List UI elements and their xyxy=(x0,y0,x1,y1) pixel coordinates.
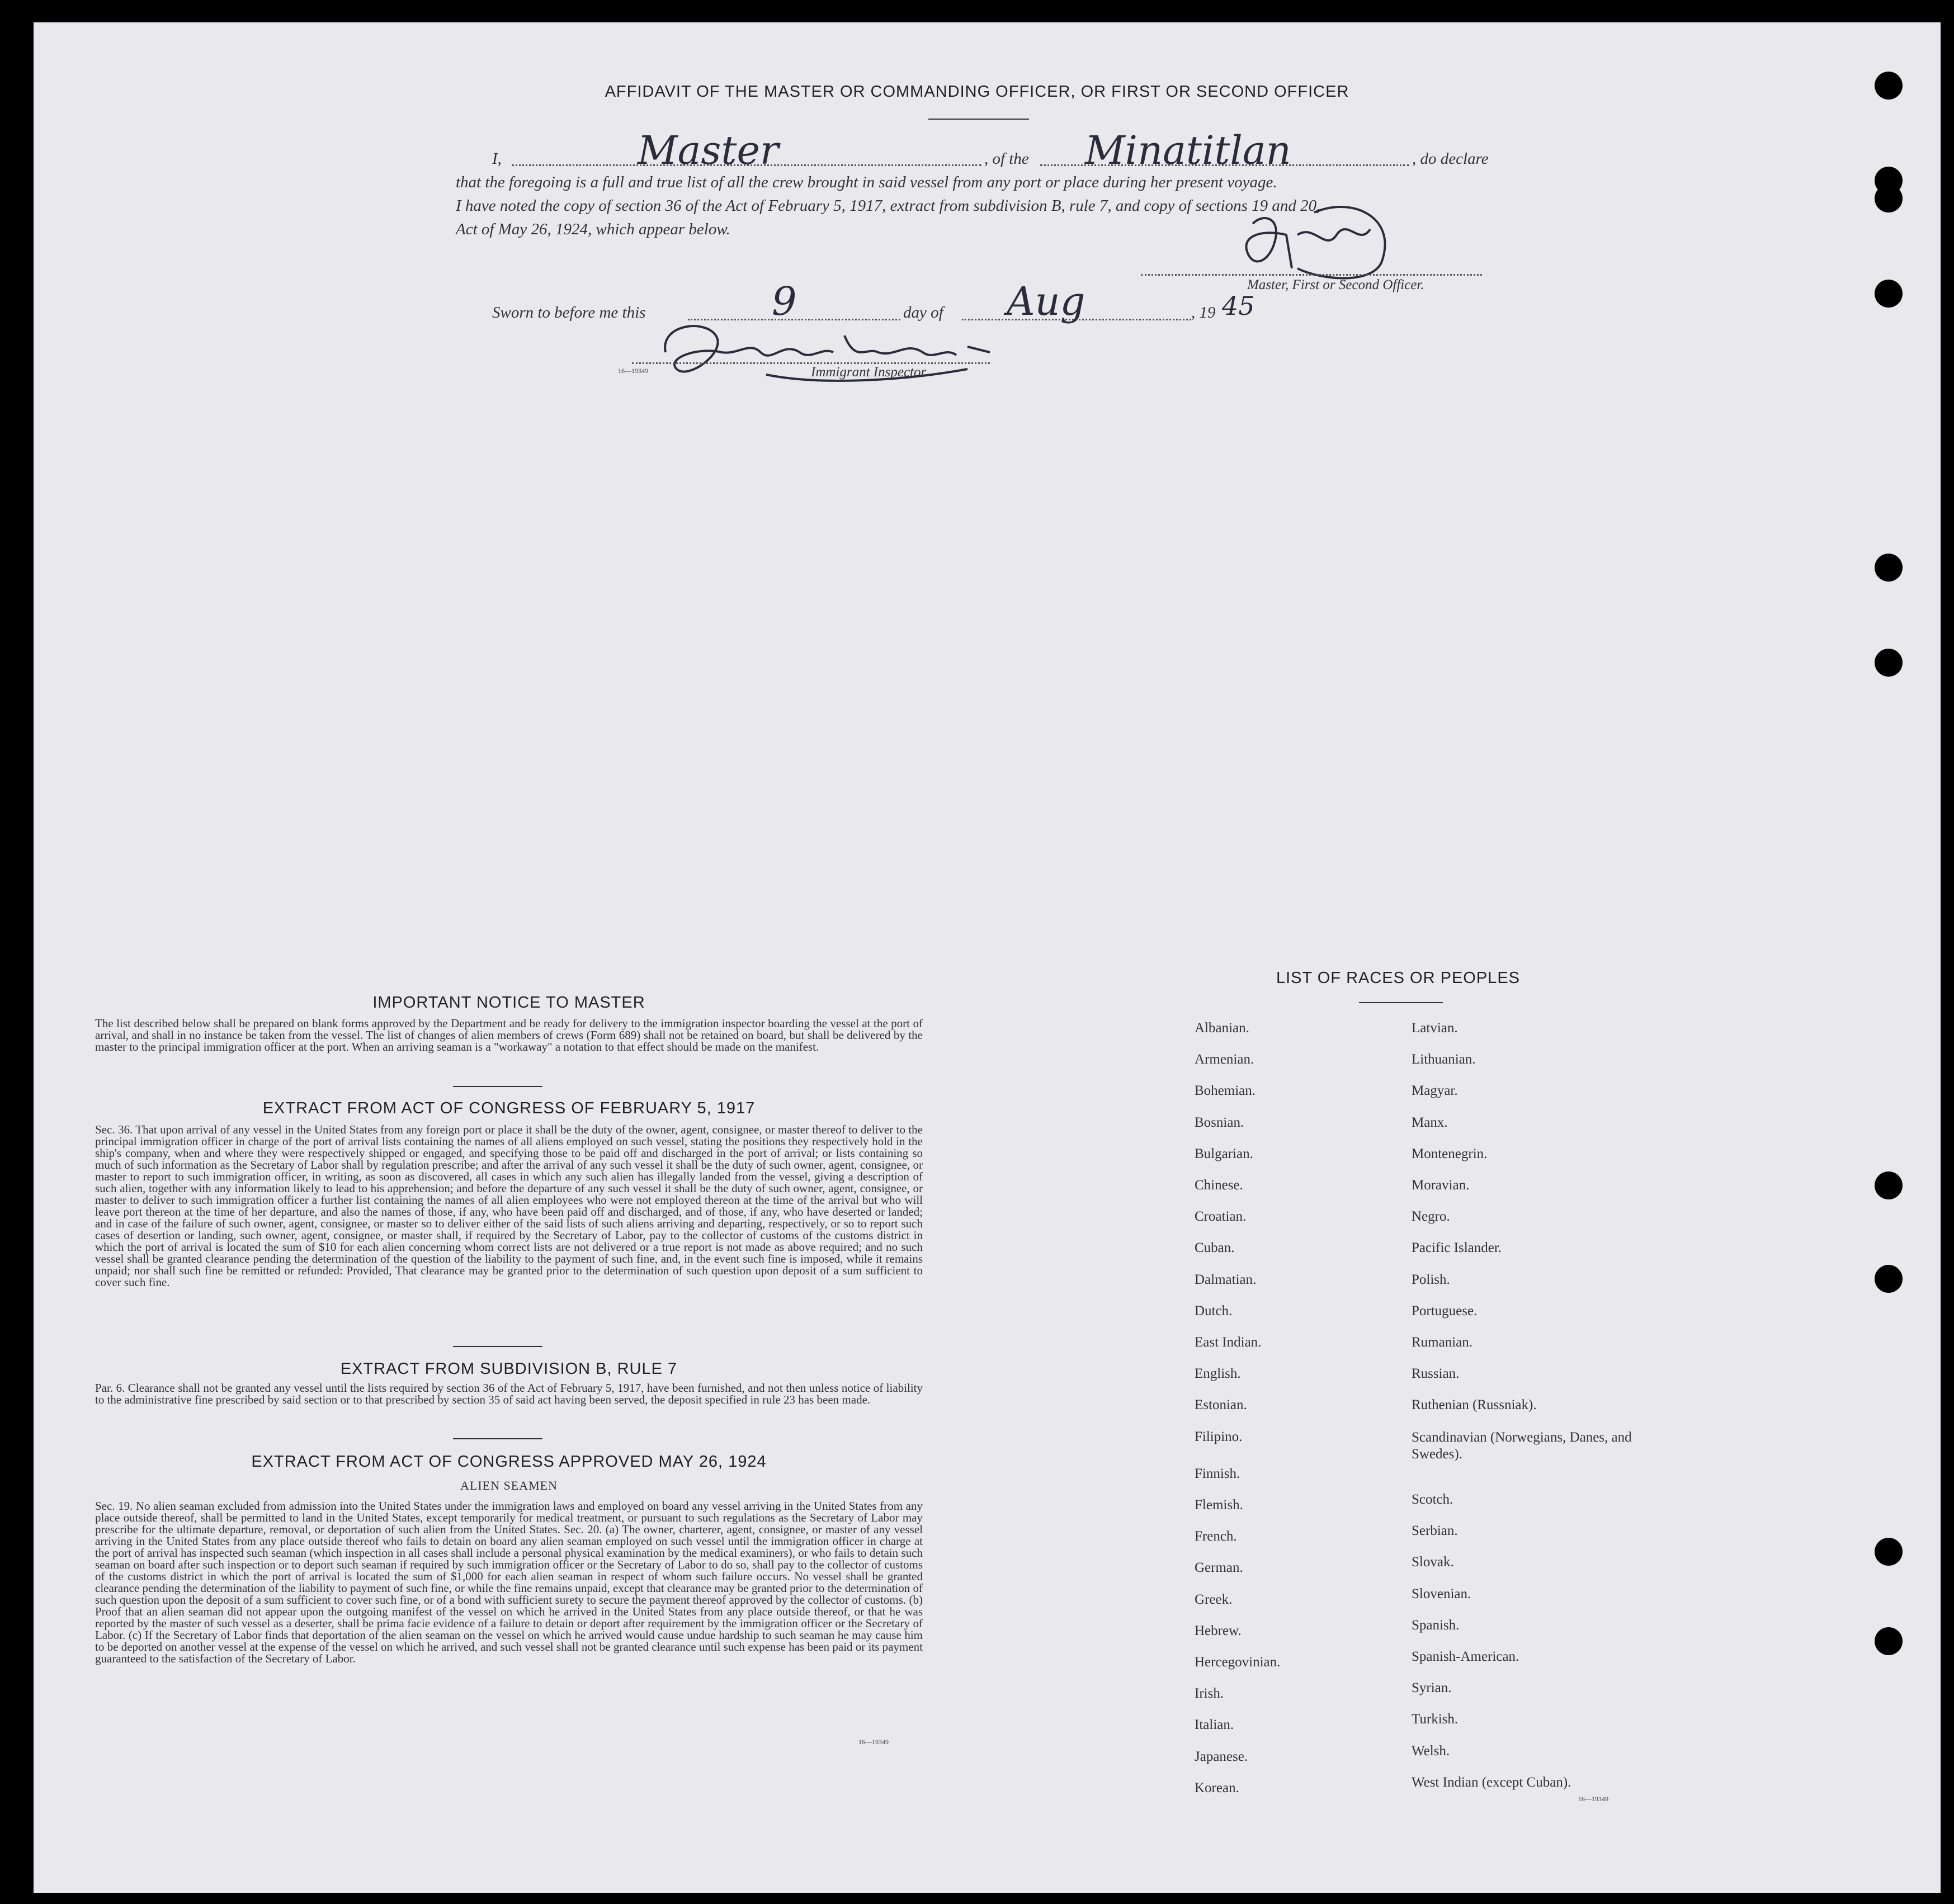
race-item: Korean. xyxy=(1195,1780,1239,1796)
race-item: Turkish. xyxy=(1412,1712,1459,1727)
races-divider xyxy=(1359,1002,1443,1003)
notice-title: IMPORTANT NOTICE TO MASTER xyxy=(372,994,645,1012)
race-item: Hercegovinian. xyxy=(1195,1655,1281,1670)
race-item: Croatian. xyxy=(1195,1209,1247,1225)
race-item: East Indian. xyxy=(1195,1335,1262,1350)
inspector-caption: Immigrant Inspector. xyxy=(811,365,928,380)
section-divider xyxy=(453,1438,542,1439)
race-item: Bosnian. xyxy=(1195,1114,1244,1130)
punch-hole xyxy=(1875,1627,1903,1655)
punch-hole xyxy=(1875,649,1903,677)
race-item: Irish. xyxy=(1195,1686,1224,1702)
race-item: Lithuanian. xyxy=(1412,1052,1476,1067)
race-item: Spanish-American. xyxy=(1412,1649,1519,1664)
vessel-handwriting: Minatitlan xyxy=(1085,127,1291,173)
rule-7-title: EXTRACT FROM SUBDIVISION B, RULE 7 xyxy=(340,1360,678,1378)
race-item: Syrian. xyxy=(1412,1680,1452,1696)
race-item: Cuban. xyxy=(1195,1240,1235,1256)
race-item: Latvian. xyxy=(1412,1020,1458,1036)
race-item: Serbian. xyxy=(1412,1523,1458,1539)
race-item: Rumanian. xyxy=(1412,1335,1473,1350)
form-number: 16—19349 xyxy=(858,1738,889,1746)
race-item: Manx. xyxy=(1412,1114,1448,1130)
race-item: Dalmatian. xyxy=(1195,1272,1257,1287)
race-item: Pacific Islander. xyxy=(1412,1240,1502,1256)
race-item: Bohemian. xyxy=(1195,1083,1256,1099)
affidavit-line-4: Act of May 26, 1924, which appear below. xyxy=(456,220,730,238)
day-of-label: day of xyxy=(903,304,943,322)
year-prefix: , 19 xyxy=(1191,304,1216,322)
races-title: LIST OF RACES OR PEOPLES xyxy=(1276,969,1521,987)
race-item: Magyar. xyxy=(1412,1083,1458,1099)
race-item: Welsh. xyxy=(1412,1743,1450,1759)
race-item: Dutch. xyxy=(1195,1303,1233,1319)
race-item: Japanese. xyxy=(1195,1749,1248,1764)
affidavit-line-3: I have noted the copy of section 36 of the Act of February 5, 1917, extract from subdivision B, rule 7, and copy of sections 19 and 20, xyxy=(456,197,1321,215)
race-item: Moravian. xyxy=(1412,1178,1470,1193)
master-signature-line xyxy=(1141,274,1482,276)
do-declare-label: , do declare xyxy=(1412,150,1489,168)
race-item: Albanian. xyxy=(1195,1020,1249,1036)
act-1924-title: EXTRACT FROM ACT OF CONGRESS APPROVED MAY 26, 1924 xyxy=(251,1453,767,1471)
year-handwriting: 45 xyxy=(1222,291,1255,321)
race-item: Spanish. xyxy=(1412,1617,1460,1633)
inspector-signature-line xyxy=(632,362,990,364)
race-item: Slovak. xyxy=(1412,1555,1454,1570)
race-item: Flemish. xyxy=(1195,1497,1243,1513)
race-item: Finnish. xyxy=(1195,1466,1240,1481)
race-item: Negro. xyxy=(1412,1209,1450,1225)
punch-hole xyxy=(1875,1265,1903,1293)
race-item: West Indian (except Cuban). xyxy=(1412,1774,1571,1790)
punch-hole xyxy=(1875,1538,1903,1566)
race-item: English. xyxy=(1195,1366,1241,1382)
race-item: Portuguese. xyxy=(1412,1303,1478,1319)
race-item: Polish. xyxy=(1412,1272,1450,1287)
notice-body: The list described below shall be prepared on blank forms approved by the Department and be ready for delivery to the immigration inspector boarding the vessel at the port of arrival, and shall in no instance be taken from the vessel. The list of changes of alien members of crews (Form 689) shall not be retained on board, but shall be delivered by the master to the principal immigration officer at the port. When an arriving seaman is a "workaway" a notation to that effect should be made on the manifest. xyxy=(95,1017,923,1053)
race-item: Hebrew. xyxy=(1195,1623,1242,1638)
affidavit-i-label: I, xyxy=(492,150,502,168)
punch-hole xyxy=(1875,1171,1903,1199)
sworn-label: Sworn to before me this xyxy=(492,304,646,322)
race-item: Montenegrin. xyxy=(1412,1146,1488,1161)
act-1924-subtitle: ALIEN SEAMEN xyxy=(460,1478,558,1492)
race-item: Ruthenian (Russniak). xyxy=(1412,1397,1537,1413)
month-handwriting: Aug xyxy=(1007,278,1085,324)
affidavit-line-2: that the foregoing is a full and true list of all the crew brought in said vessel from any port or place during her present voyage. xyxy=(456,173,1277,191)
section-divider xyxy=(453,1346,542,1347)
section-divider xyxy=(453,1086,542,1087)
act-1924-body: Sec. 19. No alien seaman excluded from admission into the United States under the immigration laws and employed on board any vessel arriving in the United States from any place outside thereof, shall be permitted to land in the United States, except temporarily for medical treatment, or pursuant to such regulations as the Secretary of Labor may prescribe for the ultimate departure, removal, or deportation of such alien from the United States. Sec. 20. (a) The owner, charterer, agent, consignee, or master of any vessel arriving in the United States from any place outside thereof who fails to detain on board any alien seaman employed on such vessel until the immigration officer in charge at the port of arrival has inspected such seaman (which inspection in all cases shall include a personal physical examination by the medical examiners), or who fails to detain such seaman on board after such inspection or to deport such seaman if required by such immigration officer or the Secretary of Labor to do so, shall pay to the collector of customs of the customs district in which the port of arrival is located the sum of $1,000 for each alien seaman in respect of whom such failure occurs. No vessel shall be granted clearance pending the determination of the liability to payment of such fine, or while the fine remains unpaid, except that clearance may be granted prior to the determination of such question upon the deposit of a sum sufficient to cover such fine, or of a bond with sufficient surety to secure the payment thereof approved by the collector of customs. (b) Proof that an alien seaman did not appear upon the outgoing manifest of the vessel on which he arrived in the United States from any place outside thereof, or that he was reported by the master of such vessel as a deserter, shall be prima facie evidence of a failure to detain or deport after requirement by the immigration officer or the Secretary of Labor. (c) If the Secretary of Labor finds that deportation of the alien seaman on the vessel on which he arrived would cause undue hardship to such seaman he may cause him to be deported on another vessel at the expense of the vessel on which he arrived, and such vessel shall not be granted clearance until such expense has been paid or its payment guaranteed to the satisfaction of the Secretary of Labor. xyxy=(95,1499,923,1665)
form-number: 16—19349 xyxy=(618,367,648,375)
race-item: Italian. xyxy=(1195,1717,1234,1733)
day-handwriting: 9 xyxy=(772,278,797,324)
affidavit-title: AFFIDAVIT OF THE MASTER OR COMMANDING OFFICER, OR FIRST OR SECOND OFFICER xyxy=(605,83,1349,101)
race-item: Filipino. xyxy=(1195,1429,1243,1444)
race-item: Russian. xyxy=(1412,1366,1460,1382)
race-item: German. xyxy=(1195,1560,1243,1576)
name-handwriting: Master xyxy=(638,127,779,173)
race-item: French. xyxy=(1195,1529,1237,1544)
race-item: Greek. xyxy=(1195,1591,1233,1607)
form-number: 16—19349 xyxy=(1578,1795,1608,1803)
rule-7-body: Par. 6. Clearance shall not be granted any vessel until the lists required by section 36 of the Act of February 5, 1917, have been furnished, and not then unless notice of liability to the administrative fine prescribed by said section or to that prescribed by section 35 of said act having been served, the deposit specified in rule 23 has been made. xyxy=(95,1381,923,1406)
race-item: Scotch. xyxy=(1412,1492,1453,1507)
race-item: Slovenian. xyxy=(1412,1586,1471,1601)
punch-hole xyxy=(1875,280,1903,308)
race-item: Chinese. xyxy=(1195,1178,1243,1193)
race-item: Estonian. xyxy=(1195,1397,1247,1413)
master-caption: Master, First or Second Officer. xyxy=(1247,277,1424,292)
race-item: Armenian. xyxy=(1195,1052,1254,1067)
act-1917-title: EXTRACT FROM ACT OF CONGRESS OF FEBRUARY 5, 1917 xyxy=(262,1099,756,1117)
of-the-label: , of the xyxy=(984,150,1029,168)
punch-hole xyxy=(1875,554,1903,582)
race-item: Bulgarian. xyxy=(1195,1146,1253,1161)
act-1917-body: Sec. 36. That upon arrival of any vessel in the United States from any foreign port or place it shall be the duty of the owner, agent, consignee, or master thereof to deliver to the principal immigration officer in charge of the port of arrival lists containing the names of all aliens employed on such vessel, stating the positions they respectively hold in the ship's company, when and where they were respectively shipped or engaged, and specifying those to be paid off and discharged in the port of arrival; or lists containing so much of such information as the Secretary of Labor shall by regulation prescribe; and after the arrival of any such vessel it shall be the duty of such owner, agent, consignee, or master to report to such immigration officer, in writing, as soon as discovered, all cases in which any such alien has illegally landed from the vessel, giving a description of such alien, together with any information likely to lead to his apprehension; and before the departure of any such vessel it shall be the duty of such owner, agent, consignee, or master to deliver to such immigration officer a further list containing the names of all alien employees who were not employed thereon at the time of the arrival but who will leave port thereon at the time of her departure, and also the names of those, if any, who have been paid off and discharged, and of those, if any, who have deserted or landed; and in case of the failure of such owner, agent, consignee, or master so to deliver either of the said lists of such aliens arriving and departing, respectively, or so to report such cases of desertion or landing, such owner, agent, consignee, or master shall, if required by the Secretary of Labor, pay to the collector of customs of the customs district in which the port of arrival is located the sum of $10 for each alien concerning whom correct lists are not delivered or a true report is not made as above required; and no such vessel shall be granted clearance pending the determination of the question of the liability to the payment of such fine, and, in the event such fine is imposed, while it remains unpaid; nor shall such fine be remitted or refunded: Provided, That clearance may be granted prior to the determination of such question upon deposit of a sum sufficient to cover such fine. xyxy=(95,1123,923,1289)
punch-hole xyxy=(1875,185,1903,212)
title-divider xyxy=(928,119,1029,120)
race-item: Scandinavian (Norwegians, Danes, and Swedes). xyxy=(1412,1429,1632,1462)
